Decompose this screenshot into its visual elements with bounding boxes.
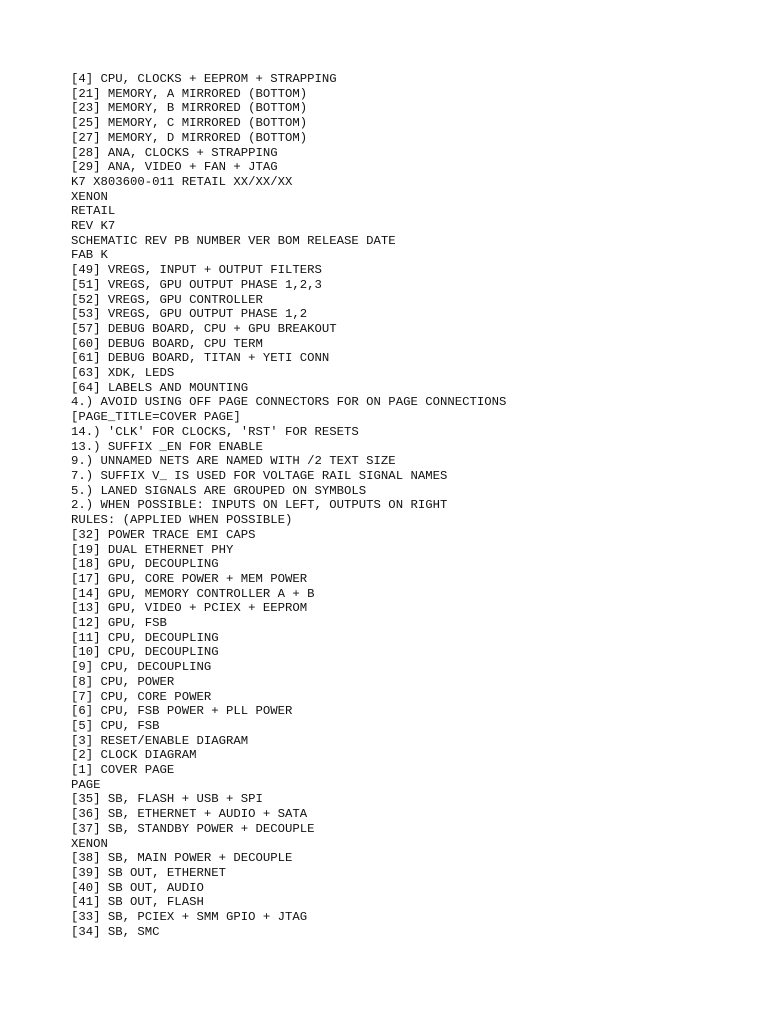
text-line: [3] RESET/ENABLE DIAGRAM: [71, 733, 249, 748]
text-line: [34] SB, SMC: [71, 924, 160, 939]
text-line: [13] GPU, VIDEO + PCIEX + EEPROM: [71, 601, 308, 616]
text-line: XENON: [71, 189, 108, 204]
text-line: 7.) SUFFIX V_ IS USED FOR VOLTAGE RAIL SIGNAL NAMES: [71, 468, 448, 483]
text-line: 13.) SUFFIX _EN FOR ENABLE: [71, 439, 263, 454]
text-line: [33] SB, PCIEX + SMM GPIO + JTAG: [71, 910, 308, 925]
text-line: [49] VREGS, INPUT + OUTPUT FILTERS: [71, 263, 322, 278]
text-line: [51] VREGS, GPU OUTPUT PHASE 1,2,3: [71, 277, 322, 292]
text-line: [6] CPU, FSB POWER + PLL POWER: [71, 704, 293, 719]
text-line: [21] MEMORY, A MIRRORED (BOTTOM): [71, 86, 308, 101]
text-line: [23] MEMORY, B MIRRORED (BOTTOM): [71, 101, 308, 116]
text-line: [52] VREGS, GPU CONTROLLER: [71, 292, 263, 307]
text-line: 2.) WHEN POSSIBLE: INPUTS ON LEFT, OUTPUTS ON RIGHT: [71, 498, 448, 513]
text-line: [40] SB OUT, AUDIO: [71, 880, 204, 895]
text-line: SCHEMATIC REV PB NUMBER VER BOM RELEASE DATE: [71, 233, 396, 248]
text-line: [19] DUAL ETHERNET PHY: [71, 542, 234, 557]
text-line: [27] MEMORY, D MIRRORED (BOTTOM): [71, 130, 308, 145]
text-line: [18] GPU, DECOUPLING: [71, 557, 219, 572]
text-line: [41] SB OUT, FLASH: [71, 895, 204, 910]
text-line: [63] XDK, LEDS: [71, 366, 175, 381]
text-line: [35] SB, FLASH + USB + SPI: [71, 792, 263, 807]
text-line: [PAGE_TITLE=COVER PAGE]: [71, 410, 241, 425]
text-line: RULES: (APPLIED WHEN POSSIBLE): [71, 513, 293, 528]
text-line: [32] POWER TRACE EMI CAPS: [71, 527, 256, 542]
text-line: [12] GPU, FSB: [71, 616, 167, 631]
text-line: [14] GPU, MEMORY CONTROLLER A + B: [71, 586, 315, 601]
text-line: [39] SB OUT, ETHERNET: [71, 865, 226, 880]
text-line: FAB K: [71, 248, 108, 263]
text-line: RETAIL: [71, 204, 116, 219]
text-line: [29] ANA, VIDEO + FAN + JTAG: [71, 160, 278, 175]
text-line: [38] SB, MAIN POWER + DECOUPLE: [71, 851, 293, 866]
text-line: [8] CPU, POWER: [71, 674, 175, 689]
text-line: XENON: [71, 836, 108, 851]
text-line: 9.) UNNAMED NETS ARE NAMED WITH /2 TEXT SIZE: [71, 454, 396, 469]
text-line: [57] DEBUG BOARD, CPU + GPU BREAKOUT: [71, 321, 337, 336]
text-line: [2] CLOCK DIAGRAM: [71, 748, 197, 763]
text-line: [61] DEBUG BOARD, TITAN + YETI CONN: [71, 351, 330, 366]
text-line: [25] MEMORY, C MIRRORED (BOTTOM): [71, 116, 308, 131]
text-line: [28] ANA, CLOCKS + STRAPPING: [71, 145, 278, 160]
text-line: 4.) AVOID USING OFF PAGE CONNECTORS FOR ON PAGE CONNECTIONS: [71, 395, 507, 410]
text-line: [17] GPU, CORE POWER + MEM POWER: [71, 571, 308, 586]
text-line: REV K7: [71, 219, 116, 234]
text-line: K7 X803600-011 RETAIL XX/XX/XX: [71, 174, 293, 189]
text-line: [64] LABELS AND MOUNTING: [71, 380, 249, 395]
document-body: [71, 72, 748, 939]
text-line: 14.) 'CLK' FOR CLOCKS, 'RST' FOR RESETS: [71, 424, 359, 439]
text-line: [10] CPU, DECOUPLING: [71, 645, 219, 660]
text-line: [60] DEBUG BOARD, CPU TERM: [71, 336, 263, 351]
text-line: [11] CPU, DECOUPLING: [71, 630, 219, 645]
text-line: [9] CPU, DECOUPLING: [71, 660, 212, 675]
text-line: [37] SB, STANDBY POWER + DECOUPLE: [71, 821, 315, 836]
text-line: [1] COVER PAGE: [71, 763, 175, 778]
text-line: [5] CPU, FSB: [71, 718, 160, 733]
text-line: 5.) LANED SIGNALS ARE GROUPED ON SYMBOLS: [71, 483, 367, 498]
text-line: [53] VREGS, GPU OUTPUT PHASE 1,2: [71, 307, 308, 322]
text-line: [7] CPU, CORE POWER: [71, 689, 212, 704]
text-line: [36] SB, ETHERNET + AUDIO + SATA: [71, 807, 308, 822]
text-line: [4] CPU, CLOCKS + EEPROM + STRAPPING: [71, 72, 337, 86]
text-line: PAGE: [71, 777, 101, 792]
